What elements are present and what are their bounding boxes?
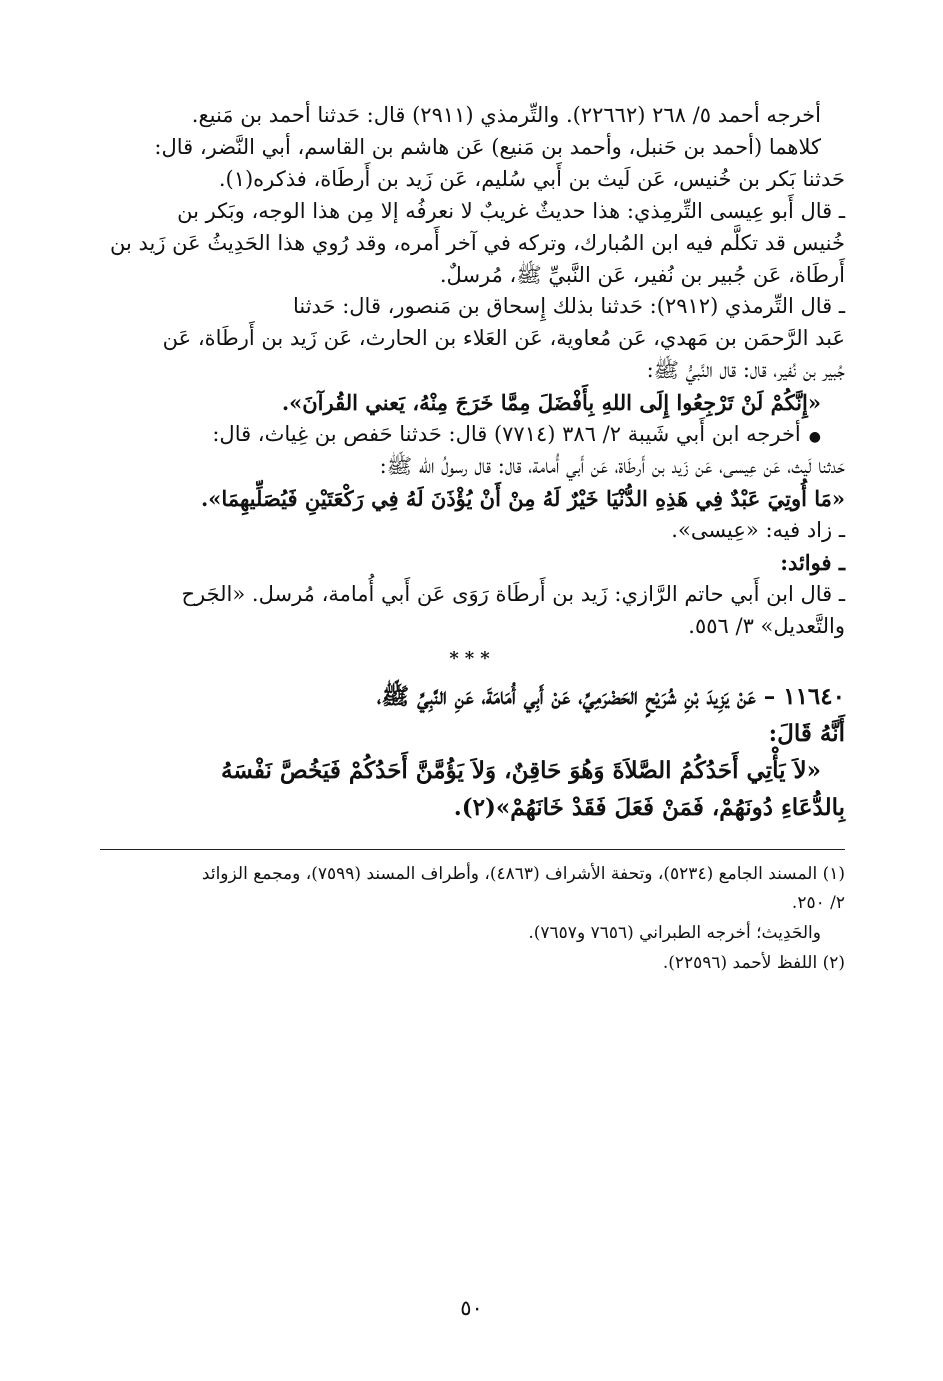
- text-line: أَرطَاة، عَن جُبير بن نُفير، عَن النَّبيِّ ﷺ، مُرسلٌ.: [439, 262, 845, 287]
- text-line: ـ قال ابن أَبي حاتم الرَّازي: زَيد بن أَرطَاة رَوَى عَن أَبي أُمامة، مُرسل. «الجَرح: [181, 581, 845, 606]
- text-line: ـ قال أَبو عِيسى التِّرمِذي: هذا حديثٌ غريبٌ لا نعرفُه إلا مِن هذا الوجه، وبَكر بن: [177, 198, 845, 223]
- text-line: حَدثنا لَيث، عَن عِيسى، عَن زَيد بن أَرطَاة، عَن أَبي أُمامة، قال: قال رسولُ الله ﷺ:: [379, 453, 845, 478]
- footnote-divider: [100, 849, 845, 850]
- page-body: [100, 100, 845, 979]
- hadith-line: بِالدُّعَاءِ دُونَهُمْ، فَمَنْ فَعَلَ فَقَدْ خَانَهُمْ»(٢).: [453, 793, 845, 821]
- hadith-line: «لاَ يَأْتِي أَحَدُكُمُ الصَّلاَةَ وَهُوَ حَاقِنٌ، وَلاَ يَؤُمَّنَّ أَحَدُكُمْ فَيَخُصَّ نَفْسَهُ: [221, 757, 821, 784]
- text-line: والتَّعديل» ٣/ ٥٥٦.: [688, 613, 845, 638]
- text-line: ـ قال التِّرمذي (٢٩١٢): حَدثنا بذلك إِسحاق بن مَنصور، قال: حَدثنا: [292, 294, 845, 319]
- text-line: أخرجه أحمد ٥/ ٢٦٨ (٢٢٦٦٢). والتِّرمذي (٢٩١١) قال: حَدثنا أحمد بن مَنيع.: [191, 103, 821, 127]
- takhrij-line: ● أخرجه ابن أَبي شَيبة ٢/ ٣٨٦ (٧٧١٤) قال: حَدثنا حَفص بن غِياث، قال:: [100, 419, 845, 451]
- footnote: (٢) اللفظ لأحمد (٢٢٥٩٦).: [662, 952, 845, 973]
- hadith-heading: ١١٦٤٠ – عَنْ يَزِيدَ بْنِ شُرَيْحٍ الحَضْرَمِيِّ، عَنْ أَبِي أُمَامَةَ، عَنِ النَّبِيِّ ﷺ،: [376, 683, 845, 711]
- footnote: ٢/ ٢٥٠.: [791, 893, 845, 914]
- hadith-line: أَنَّهُ قَالَ:: [768, 720, 845, 748]
- text-line: حَدثنا بَكر بن خُنيس، عَن لَيث بن أَبي سُليم، عَن زَيد بن أَرطَاة، فذكره(١).: [218, 166, 845, 191]
- footnote: والحَدِيث؛ أخرجه الطبراني (٧٦٥٦ و٧٦٥٧).: [528, 923, 821, 944]
- text-line: كلاهما (أحمد بن حَنبل، وأحمد بن مَنيع) عَن هاشم بن القاسم، أبي النَّضر، قال:: [154, 134, 821, 159]
- hadith-quote: «مَا أُوتِيَ عَبْدٌ فِي هَذِهِ الدُّنْيَا خَيْرٌ لَهُ مِنْ أَنْ يُؤْذَنَ لَهُ فِي رَكْعَتَيْنِ فَيُصَلِّيهِمَا».: [201, 485, 845, 511]
- text-line: ـ زاد فيه: «عِيسى».: [671, 517, 845, 542]
- footnote: (١) المسند الجامع (٥٢٣٤)، وتحفة الأشراف (٤٨٦٣)، وأطراف المسند (٧٥٩٩)، ومجمع الزوائد: [201, 863, 845, 884]
- hadith-quote: «إِنَّكُمْ لَنْ تَرْجِعُوا إِلَى اللهِ بِأَفْضَلَ مِمَّا خَرَجَ مِنْهُ، يَعني القُرآنَ».: [281, 390, 821, 416]
- text-line: جُبير بن نُفير، قال: قال النَّبيُّ ﷺ:: [646, 358, 845, 383]
- section-heading: ـ فوائد:: [780, 549, 845, 575]
- page-number: ٥٠: [460, 1296, 483, 1320]
- text-line: عَبد الرَّحمَن بن مَهدي، عَن مُعاوية، عَن العَلاء بن الحارث، عَن زَيد بن أَرطَاة، عَن: [162, 326, 845, 351]
- separator: ***: [449, 648, 496, 670]
- text-line: خُنيس قد تكلَّم فيه ابن المُبارك، وتركه في آخر أَمره، وقد رُوي هذا الحَدِيثُ عَن زَيد بن: [109, 230, 845, 255]
